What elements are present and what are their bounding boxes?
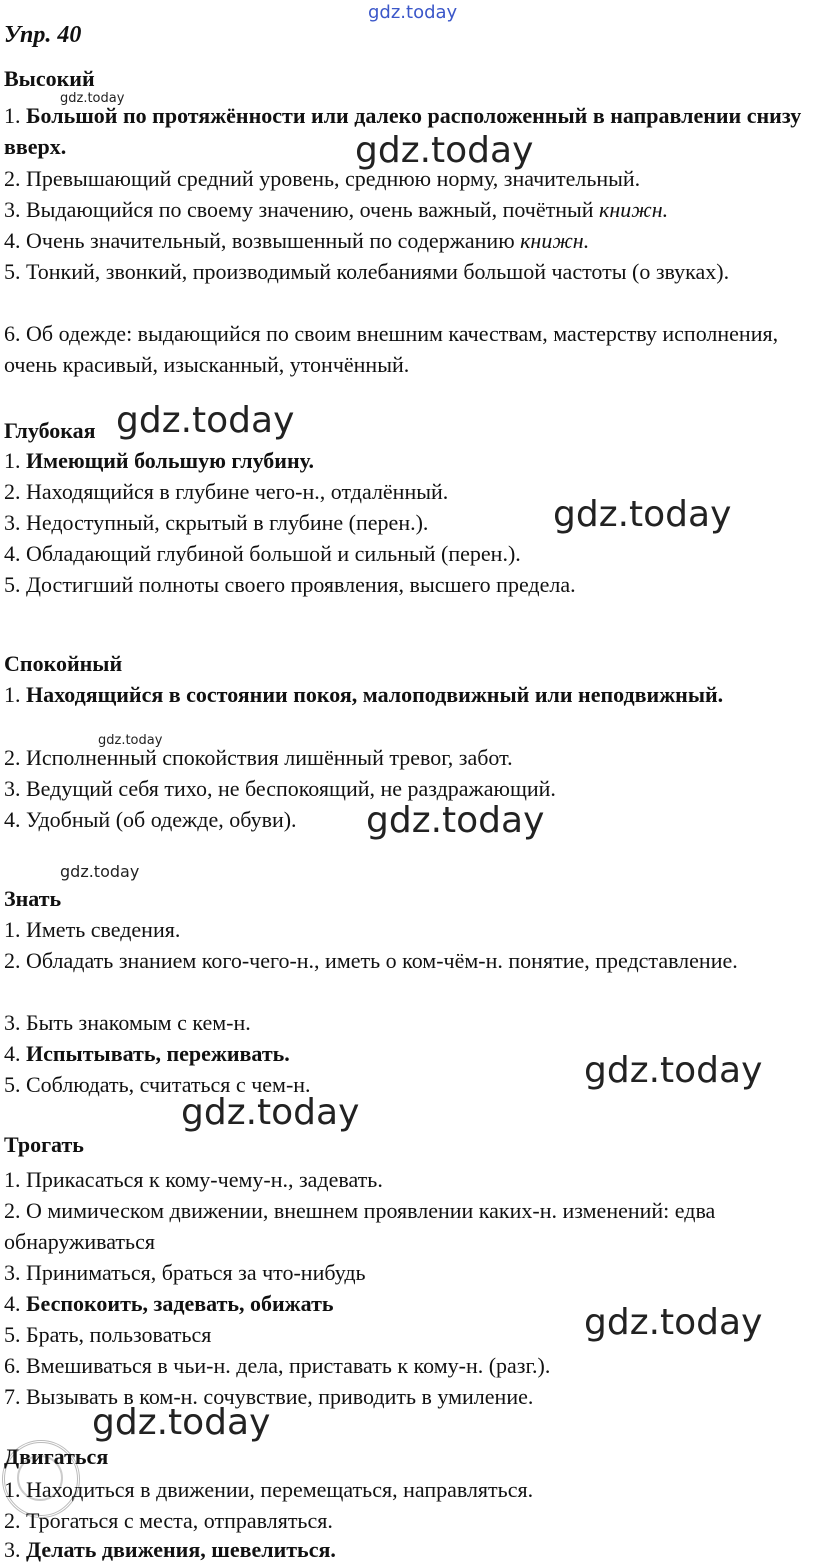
definition-text: Исполненный спокойствия лишённый тревог, забот. xyxy=(26,745,513,770)
definition-line xyxy=(4,679,816,710)
definition-line xyxy=(4,1350,816,1381)
section-heading: Знать xyxy=(4,886,62,911)
watermark: gdz.today xyxy=(60,862,140,881)
definition-number: 2. xyxy=(4,1198,21,1223)
watermark: gdz.today xyxy=(60,91,125,106)
definition-text: Брать, пользоваться xyxy=(26,1322,212,1347)
definition-number: 6. xyxy=(4,1353,21,1378)
definition-text: Выдающийся по своему значению, очень важный, почётный xyxy=(26,197,594,222)
definition-text: Делать движения, шевелиться. xyxy=(26,1537,336,1562)
definition-line xyxy=(4,1534,816,1565)
definition-number: 4. xyxy=(4,1041,21,1066)
definition-number: 2. xyxy=(4,745,21,770)
definition-number: 2. xyxy=(4,479,21,504)
watermark: gdz.today xyxy=(584,1050,763,1091)
definition-text: Находиться в движении, перемещаться, направляться. xyxy=(26,1477,534,1502)
definition-text: Находящийся в глубине чего-н., отдалённый. xyxy=(26,479,449,504)
definition-text: Вмешиваться в чьи-н. дела, приставать к кому-н. (разг.). xyxy=(26,1353,551,1378)
watermark: gdz.today xyxy=(181,1092,360,1133)
definition-text: Недоступный, скрытый в глубине (перен.). xyxy=(26,510,429,535)
definition-line xyxy=(4,1474,816,1505)
definition-number: 4. xyxy=(4,541,21,566)
definition-text: Находящийся в состоянии покоя, малоподвижный или неподвижный. xyxy=(26,682,724,707)
definition-text: Превышающий средний уровень, среднюю норму, значительный. xyxy=(26,166,641,191)
definition-text: Очень значительный, возвышенный по содержанию xyxy=(26,228,515,253)
definition-number: 5. xyxy=(4,259,21,284)
definition-number: 3. xyxy=(4,1537,21,1562)
section-heading: Двигаться xyxy=(4,1444,109,1469)
definition-text: Большой по протяжённости или далеко расположенный в направлении снизу вверх. xyxy=(4,103,802,159)
definition-text: Трогаться с места, отправляться. xyxy=(26,1508,333,1533)
definition-number: 7. xyxy=(4,1384,21,1409)
definition-text: Обладать знанием кого-чего-н., иметь о ком-чём-н. понятие, представление. xyxy=(26,948,738,973)
definition-text: Имеющий большую глубину. xyxy=(26,448,314,473)
definition-text: Достигший полноты своего проявления, высшего предела. xyxy=(26,572,576,597)
watermark: gdz.today xyxy=(116,400,295,441)
definition-number: 5. xyxy=(4,1322,21,1347)
section-heading: Спокойный xyxy=(4,651,123,676)
watermark: gdz.today xyxy=(92,1402,271,1443)
definition-line xyxy=(4,1195,816,1257)
definition-text: Ведущий себя тихо, не беспокоящий, не раздражающий. xyxy=(26,776,556,801)
section-heading: Глубокая xyxy=(4,418,96,443)
definition-text: Приниматься, браться за что-нибудь xyxy=(26,1260,366,1285)
definition-line xyxy=(4,538,816,569)
definition-number: 3. xyxy=(4,776,21,801)
definition-number: 4. xyxy=(4,228,21,253)
watermark: gdz.today xyxy=(584,1302,763,1343)
definition-text: О мимическом движении, внешнем проявлении каких-н. изменений: едва обнаруживаться xyxy=(4,1198,716,1254)
definition-line xyxy=(4,1164,816,1195)
definition-line xyxy=(4,194,816,225)
watermark: gdz.today xyxy=(368,2,458,23)
definition-number: 1. xyxy=(4,103,21,128)
definition-line xyxy=(4,445,816,476)
definition-line xyxy=(4,1007,816,1038)
definition-text: Вызывать в ком-н. сочувствие, приводить в умиление. xyxy=(26,1384,534,1409)
definition-number: 1. xyxy=(4,682,21,707)
definition-line xyxy=(4,1505,816,1536)
watermark: gdz.today xyxy=(366,800,545,841)
definition-number: 1. xyxy=(4,1477,21,1502)
definition-text: Беспокоить, задевать, обижать xyxy=(26,1291,334,1316)
definition-line xyxy=(4,569,816,600)
definition-line xyxy=(4,945,816,976)
watermark: gdz.today xyxy=(553,494,732,535)
exercise-title: Упр. 40 xyxy=(4,22,82,48)
definition-number: 3. xyxy=(4,1010,21,1035)
definition-number: 4. xyxy=(4,1291,21,1316)
section-heading: Трогать xyxy=(4,1132,84,1157)
definition-number: 2. xyxy=(4,166,21,191)
watermark: gdz.today xyxy=(355,130,534,171)
definition-number: 2. xyxy=(4,948,21,973)
definition-number: 3. xyxy=(4,510,21,535)
definition-text: Прикасаться к кому-чему-н., задевать. xyxy=(26,1167,383,1192)
definition-number: 3. xyxy=(4,197,21,222)
definition-text: Обладающий глубиной большой и сильный (перен.). xyxy=(26,541,521,566)
definition-text: Удобный (об одежде, обуви). xyxy=(26,807,297,832)
definition-number: 5. xyxy=(4,572,21,597)
watermark: gdz.today xyxy=(98,733,163,748)
section-heading: Высокий xyxy=(4,66,95,91)
definition-text: Об одежде: выдающийся по своим внешним качествам, мастерству исполнения, очень красивый, изысканный, утончённый. xyxy=(4,321,779,377)
usage-note: книжн. xyxy=(599,197,669,222)
definition-line xyxy=(4,318,816,380)
definition-number: 1. xyxy=(4,917,21,942)
definition-number: 2. xyxy=(4,1508,21,1533)
definition-text: Испытывать, переживать. xyxy=(26,1041,290,1066)
definition-line xyxy=(4,225,816,256)
definition-line xyxy=(4,1257,816,1288)
usage-note: книжн. xyxy=(520,228,590,253)
definition-text: Быть знакомым с кем-н. xyxy=(26,1010,251,1035)
definition-number: 3. xyxy=(4,1260,21,1285)
definition-line xyxy=(4,742,816,773)
definition-number: 6. xyxy=(4,321,21,346)
definition-number: 1. xyxy=(4,1167,21,1192)
definition-line xyxy=(4,256,816,287)
definition-number: 4. xyxy=(4,807,21,832)
definition-text: Тонкий, звонкий, производимый колебаниями большой частоты (о звуках). xyxy=(26,259,730,284)
definition-line xyxy=(4,914,816,945)
definition-line xyxy=(4,163,816,194)
definition-text: Соблюдать, считаться с чем-н. xyxy=(26,1072,311,1097)
definition-number: 1. xyxy=(4,448,21,473)
definition-text: Иметь сведения. xyxy=(26,917,181,942)
definition-number: 5. xyxy=(4,1072,21,1097)
